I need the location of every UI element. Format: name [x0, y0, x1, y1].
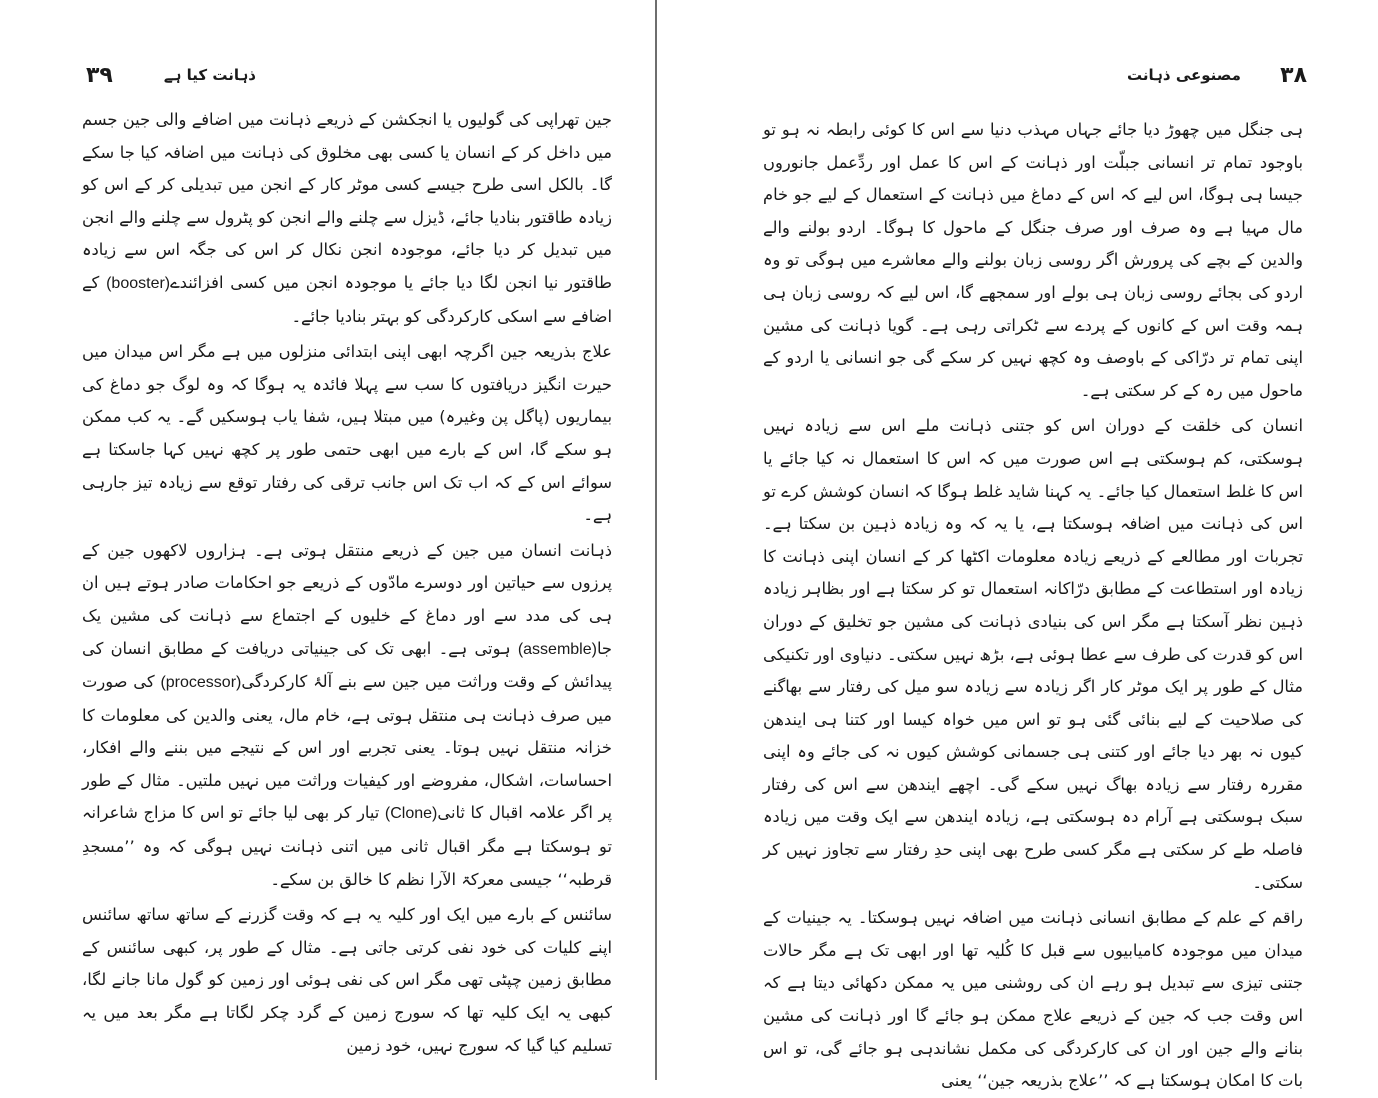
right-page-header	[1127, 58, 1307, 92]
latin-term: (assemble)	[517, 640, 597, 658]
left-page-header	[86, 58, 256, 92]
paragraph	[763, 902, 1303, 1098]
text-run: سائنس کے بارے میں ایک اور کلیہ یہ ہے کہ وقت گزرنے کے ساتھ ساتھ سائنس اپنے کلیات کی خود نفی کرتی جاتی ہے۔ مثال کے طور پر، کبھی سائنس کے مطابق زمین چپٹی تھی مگر اس کی نفی ہوئی اور زمین کو گول مانا جانے لگا، کبھی یہ ایک کلیہ تھا کہ سورج زمین کے گرد چکر لگاتا ہے مگر بعد میں یہ تسلیم کیا گیا کہ سورج نہیں، خود زمین	[82, 905, 612, 1055]
text-run: ذہانت انسان میں جین کے ذریعے منتقل ہوتی ہے۔ ہزاروں لاکھوں جین کے پرزوں سے حیاتین اور دوسرے مادّوں کے ذریعے جو احکامات صادر ہوتے ہیں ان ہی کی مدد سے اور دماغ کے خلیوں کے اجتماع سے ذہانت کی مشین یک جا	[82, 540, 612, 658]
paragraph	[82, 104, 612, 333]
text-run: کی صورت میں صرف ذہانت ہی منتقل ہوتی ہے، خام مال، یعنی والدین کی معلومات کا خزانہ منتقل نہیں ہوتا۔ یعنی تجربے اور اس کے نتیجے میں بننے والے افکار، احساسات، اشکال، مفروضے اور کیفیات وراثت میں نہیں ملتیں۔ مثال کے طور پر اگر علامہ اقبال کا ثانی	[82, 672, 612, 823]
latin-term: (Clone)	[384, 805, 438, 823]
latin-term: (processor)	[160, 674, 242, 692]
paragraph	[763, 114, 1303, 407]
running-title: مصنوعی ذہانت	[1127, 66, 1241, 84]
paragraph	[82, 336, 612, 532]
text-run: ہوتی ہے۔ ابھی تک کی جینیاتی دریافت کے مطابق انسان کی پیدائش کے وقت وراثت میں جین سے بنے آلۂ کارکردگی	[82, 638, 612, 692]
paragraph	[763, 410, 1303, 899]
left-page-body	[82, 104, 612, 1062]
text-run: انسان کی خلقت کے دوران اس کو جتنی ذہانت ملے اس سے زیادہ نہیں ہوسکتی، کم ہوسکتی ہے اس صورت میں کہ اس کا استعمال نہ کیا جائے یا اس کا غلط استعمال کیا جائے۔ یہ کہنا شاید غلط ہوگا کہ انسان کوشش کرے تو اس کی ذہانت میں اضافہ ہوسکتا ہے، یا یہ کہ وہ زیادہ ذہین بن سکتا ہے۔ تجربات اور مطالعے کے ذریعے زیادہ معلومات اکٹھا کر کے انسان اپنی ذہانت کا زیادہ اور استطاعت کے مطابق درّاکانہ استعمال تو کر سکتا ہے اور بظاہر زیادہ ذہین نظر آسکتا ہے مگر اس کی بنیادی ذہانت کی مشین جو تخلیق کے دوران اس کو قدرت کی طرف سے عطا ہوئی ہے، بڑھ نہیں سکتی۔ دنیاوی اور تکنیکی مثال کے طور پر ایک موٹر کار اگر زیادہ سے زیادہ سو میل کی رفتار سے بھاگنے کی صلاحیت کے لیے بنائی گئی ہو تو اس میں خواہ کیسا اور کتنا ہی ایندھن کیوں نہ بھر دیا جائے اور کتنی ہی جسمانی کوشش کیوں نہ کی جائے وہ اپنی مقررہ رفتار سے زیادہ بھاگ نہیں سکے گی۔ اچھے ایندھن سے اس کی رفتار سبک ہوسکتی ہے آرام دہ ہوسکتی ہے، زیادہ ایندھن سے ایک وقت میں زیادہ فاصلہ طے کر سکتی ہے مگر کسی طرح بھی اپنی حدِ رفتار سے تجاوز نہیں کر سکتی۔	[763, 416, 1304, 892]
left-page	[0, 0, 655, 1080]
text-run: علاج بذریعہ جین اگرچہ ابھی اپنی ابتدائی منزلوں میں ہے مگر اس میدان میں حیرت انگیز دریافتوں کا سب سے پہلا فائدہ یہ ہوگا کہ وہ لوگ جو دماغ کی بیماریوں (پاگل پن وغیرہ) میں مبتلا ہیں، شفا یاب ہوسکیں گے۔ یہ کب ممکن ہو سکے گا، اس کے بارے میں ابھی حتمی طور پر کچھ نہیں کہا جاسکتا ہے سوائے اس کے کہ اب تک اس جانب ترقی کی رفتار توقع سے زیادہ تیز جارہی ہے۔	[82, 342, 612, 525]
text-run: کے اضافے سے اسکی کارکردگی کو بہتر بنادیا جائے۔	[82, 272, 612, 326]
running-title: ذہانت کیا ہے	[163, 66, 256, 84]
right-page-body	[763, 114, 1303, 1098]
right-page	[657, 0, 1378, 1091]
page-number: ۳۸	[1280, 62, 1307, 88]
text-run: جین تھراپی کی گولیوں یا انجکشن کے ذریعے ذہانت میں اضافے والی جین جسم میں داخل کر کے انسان یا کسی بھی مخلوق کی ذہانت میں اضافہ کیا جا سکے گا۔ بالکل اسی طرح جیسے کسی موٹر کار کے انجن میں تبدیلی کر کے اس کو زیادہ طاقتور بنادیا جائے، ڈیزل سے چلنے والے انجن کو پٹرول سے چلنے والے انجن میں تبدیل کر دیا جائے، موجودہ انجن نکال کر اس کی جگہ اس سے زیادہ طاقتور نیا انجن لگا دیا جائے یا موجودہ انجن میں کسی افزائندے	[82, 110, 612, 292]
latin-term: (booster)	[106, 274, 171, 292]
paragraph	[82, 535, 612, 897]
text-run: راقم کے علم کے مطابق انسانی ذہانت میں اضافہ نہیں ہوسکتا۔ یہ جینیات کے میدان میں موجودہ کامیابیوں سے قبل کا کُلیہ تھا اور ابھی تک ہے مگر حالات جتنی تیزی سے تبدیل ہو رہے ان کی روشنی میں یہ ممکن دکھائی دیتا ہے کہ اس وقت جب کہ جین کے ذریعے علاج ممکن ہو جائے گا اور ذہانت کی مشین بنانے والے جین اور ان کی کارکردگی کی مکمل نشاندہی ہو جائے گی، تو اس بات کا امکان ہوسکتا ہے کہ ’’علاج بذریعہ جین‘‘ یعنی	[763, 908, 1303, 1091]
text-run: ہی جنگل میں چھوڑ دیا جائے جہاں مہذب دنیا سے اس کا کوئی رابطہ نہ ہو تو باوجود تمام تر انسانی جبلّت اور ذہانت کے اس کا عمل اور ردِّعمل جانوروں جیسا ہی ہوگا، اس لیے کہ اس کے دماغ میں ذہانت کے استعمال کے لیے جو خام مال مہیا ہے وہ صرف اور صرف جنگل کے ماحول کا ہوگا۔ اردو بولنے والے والدین کے بچے کی پرورش اگر روسی زبان بولنے والے معاشرے میں ہوگی تو وہ اردو کی بجائے روسی زبان ہی بولے اور سمجھے گا، اس لیے کہ روسی زبان ہی ہمہ وقت اس کے کانوں کے پردے سے ٹکراتی رہی ہے۔ گویا ذہانت کی مشین اپنی تمام تر درّاکی کے باوصف وہ کچھ نہیں کر سکے گی جو انسانی یا اردو کے ماحول میں رہ کے کر سکتی ہے۔	[763, 120, 1303, 400]
paragraph	[82, 899, 612, 1062]
page-number: ۳۹	[86, 62, 113, 88]
text-run: تیار کر بھی لیا جائے تو اس کا مزاج شاعرانہ تو ہوسکتا ہے مگر اقبال ثانی میں اتنی ذہانت نہیں ہوگی کہ وہ ’’مسجدِ قرطبہ‘‘ جیسی معرکۃ الآرا نظم کا خالق بن سکے۔	[82, 803, 612, 889]
